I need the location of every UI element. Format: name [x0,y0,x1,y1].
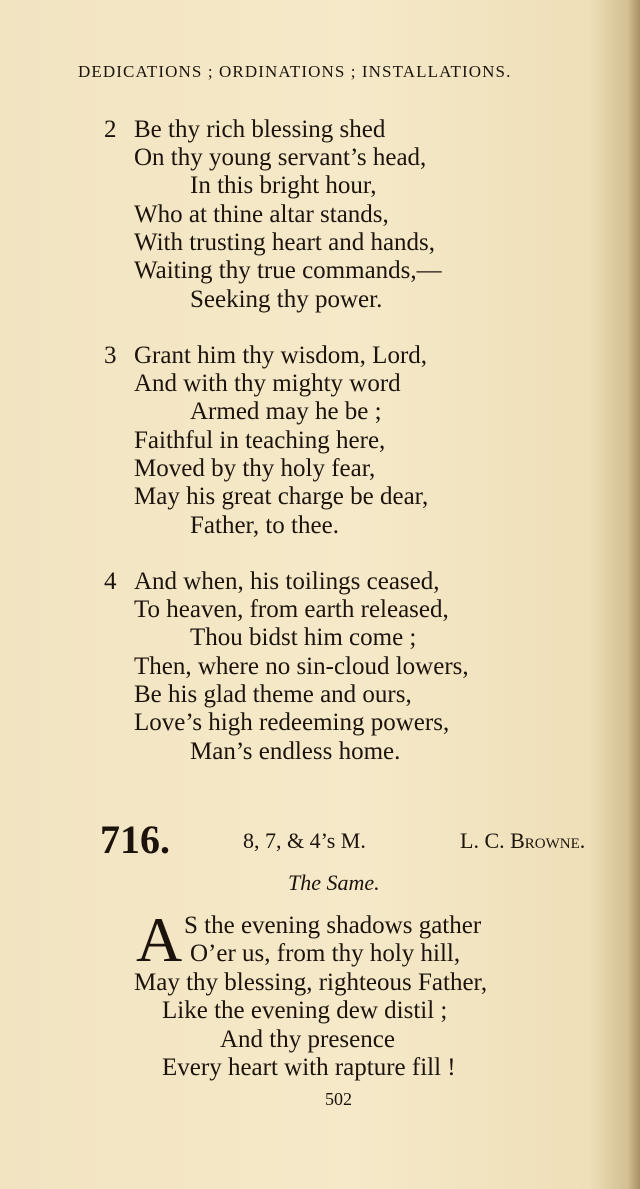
hymn-subtitle: The Same. [288,870,380,895]
verse-line: Man’s endless home. [190,738,401,765]
verse-line: And thy presence [220,1026,395,1053]
verse-line: Every heart with rapture fill ! [162,1054,456,1081]
verse-line: Faithful in teaching here, [134,427,386,454]
stanza-number: 3 [104,342,117,369]
verse-line: Father, to thee. [190,512,339,539]
stanza-number: 2 [104,116,117,143]
verse-line: Armed may he be ; [190,398,382,425]
stanza-number: 4 [104,568,117,595]
verse-line: And when, his toilings ceased, [134,568,440,595]
verse-line: Thou bidst him come ; [190,624,417,651]
verse-line: S the evening shadows gather [184,912,482,939]
verse-line: Be thy rich blessing shed [134,116,386,143]
verse-line: May his great charge be dear, [134,483,429,510]
verse-line: Moved by thy holy fear, [134,455,376,482]
hymn-number: 716. [100,817,170,862]
verse-line: O’er us, from thy holy hill, [190,940,461,967]
hymn-meter: 8, 7, & 4’s M. [243,828,366,853]
page-edge-shadow [626,0,640,1189]
verse-line: May thy blessing, righteous Father, [134,969,488,996]
verse-line: Seeking thy power. [190,286,383,313]
verse-line: Like the evening dew distil ; [162,997,448,1024]
verse-line: And with thy mighty word [134,370,401,397]
verse-line: Love’s high redeeming powers, [134,709,450,736]
page-number: 502 [325,1089,352,1109]
verse-line: Waiting thy true commands,— [134,257,442,284]
verse-line: Grant him thy wisdom, Lord, [134,342,428,369]
verse-line: To heaven, from earth released, [134,596,449,623]
verse-line: With trusting heart and hands, [134,229,436,256]
drop-cap: A [136,904,183,975]
verse-line: Then, where no sin-cloud lowers, [134,653,469,680]
running-header: DEDICATIONS ; ORDINATIONS ; INSTALLATIONS. [78,62,512,81]
verse-line: In this bright hour, [190,172,377,199]
hymn-author: L. C. Browne. [460,828,586,853]
verse-line: On thy young servant’s head, [134,144,427,171]
verse-line: Who at thine altar stands, [134,201,389,228]
verse-line: Be his glad theme and ours, [134,681,412,708]
